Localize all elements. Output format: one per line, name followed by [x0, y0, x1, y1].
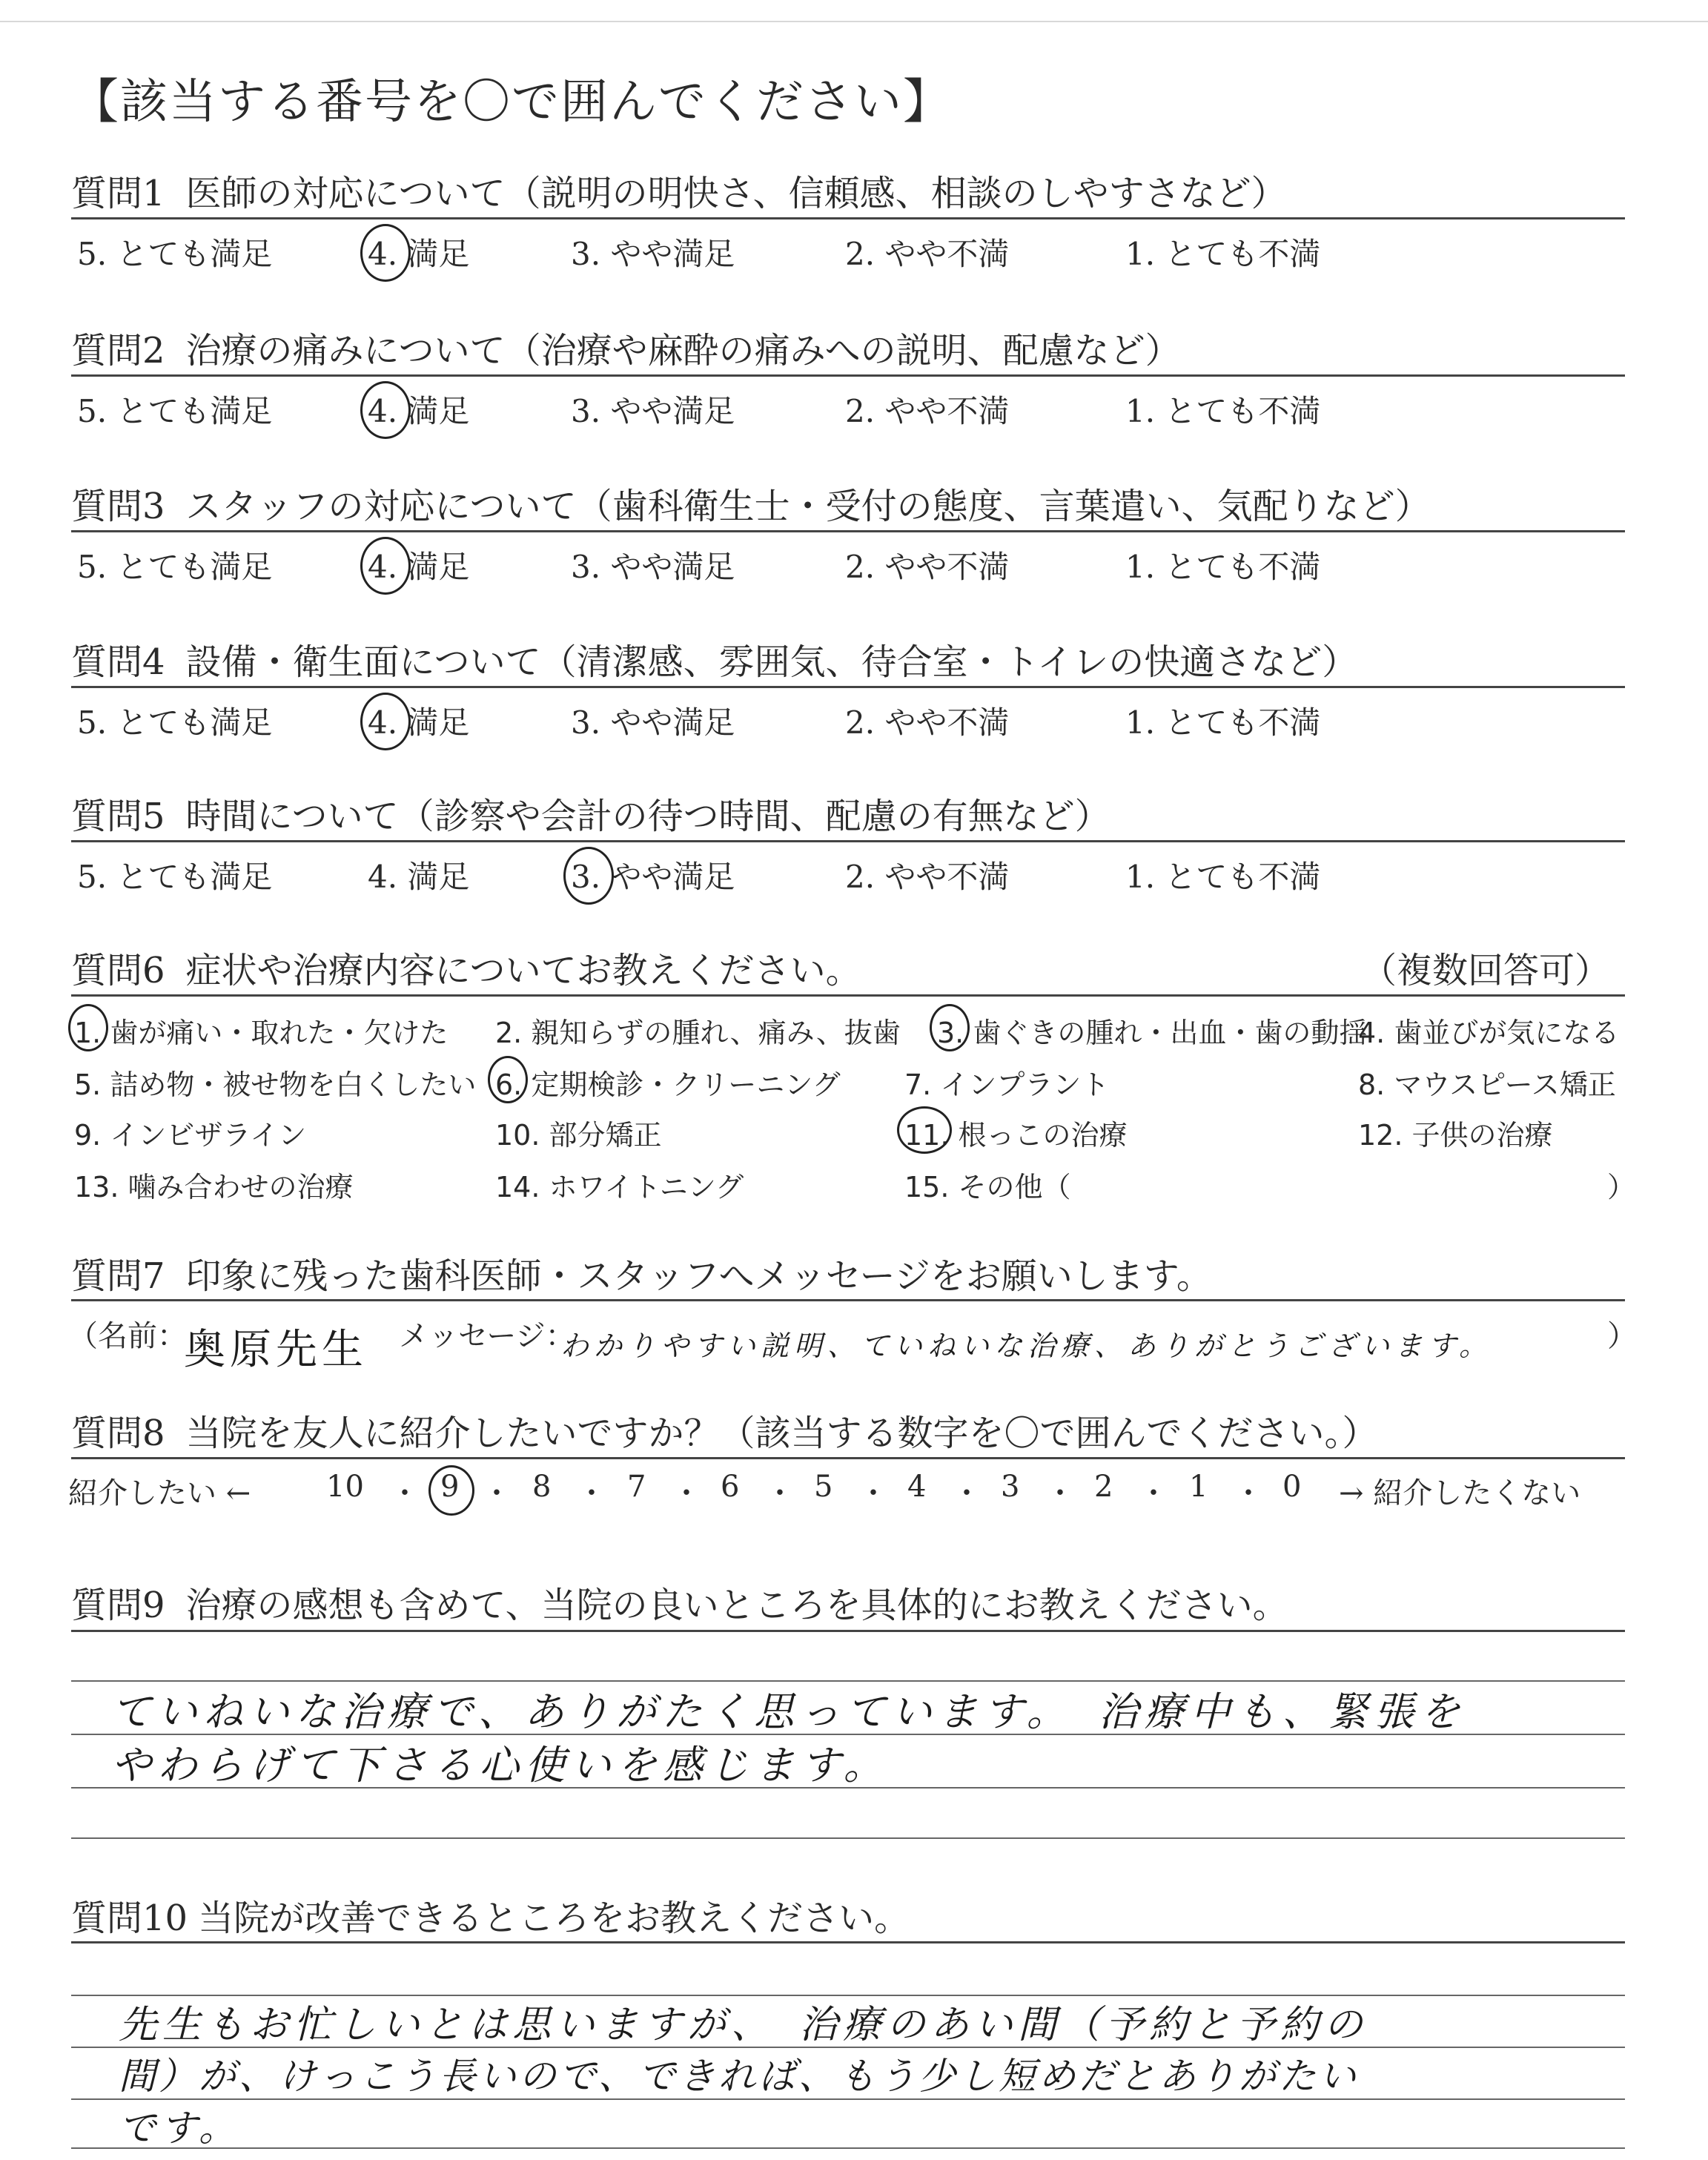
question-10-rule: [71, 1941, 1625, 1943]
question-10-number: 質問10: [71, 1898, 188, 1939]
question-3-number: 質問3: [71, 486, 165, 527]
q4-option-5[interactable]: 5. とても満足: [77, 704, 273, 741]
q7-close-paren: ）: [1607, 1319, 1637, 1353]
page-top-edge: [0, 21, 1708, 22]
q10-writing-line: [71, 2147, 1625, 2149]
q6-selected-circle-1: [68, 1004, 108, 1051]
q9-answer-line-2[interactable]: やわらげて下さる心使いを感じます。: [111, 1742, 890, 1789]
q6-option-8[interactable]: 8. マウスピース矯正: [1358, 1069, 1616, 1101]
question-2-rule: [71, 374, 1625, 377]
q2-option-2[interactable]: 2. やや不満: [845, 393, 1010, 429]
question-10-heading: [71, 1889, 910, 1941]
question-6-rule: [71, 994, 1625, 997]
form-title: 【該当する番号を〇で囲んでください】: [71, 75, 952, 130]
q6-option-9[interactable]: 9. インビザライン: [74, 1119, 307, 1152]
q8-separator: ・: [1234, 1476, 1263, 1510]
q4-selected-circle: [360, 693, 411, 750]
question-9-text: 治療の感想も含めて、当院の良いところを具体的にお教えください。: [185, 1585, 1288, 1626]
q2-option-4[interactable]: 4. 満足: [368, 393, 470, 429]
q3-option-5[interactable]: 5. とても満足: [77, 549, 273, 585]
question-5-text: 時間について（診察や会計の待つ時間、配慮の有無など）: [185, 796, 1110, 837]
q9-writing-line: [71, 1837, 1625, 1839]
q8-separator: ・: [672, 1476, 701, 1510]
question-7-number: 質問7: [71, 1255, 165, 1297]
q8-scale-9[interactable]: 9: [440, 1470, 460, 1504]
question-6-text: 症状や治療内容についてお教えください。: [185, 950, 861, 991]
question-8-text: 当院を友人に紹介したいですか？（該当する数字を〇で囲んでください。）: [185, 1413, 1378, 1454]
q8-separator: ・: [390, 1476, 420, 1510]
q6-option-14[interactable]: 14. ホワイトニング: [495, 1171, 744, 1203]
question-9-rule: [71, 1630, 1625, 1632]
q8-scale-4[interactable]: 4: [907, 1470, 927, 1504]
q8-scale-10[interactable]: 10: [326, 1470, 364, 1504]
q3-option-1[interactable]: 1. とても不満: [1125, 549, 1321, 585]
q6-selected-circle-6: [488, 1056, 528, 1103]
q3-option-2[interactable]: 2. やや不満: [845, 549, 1010, 585]
q6-selected-circle-3: [930, 1004, 970, 1051]
q6-option-2[interactable]: 2. 親知らずの腫れ、痛み、抜歯: [495, 1017, 901, 1049]
q8-separator: ・: [482, 1476, 512, 1510]
question-1-text: 医師の対応について（説明の明快さ、信頼感、相談のしやすさなど）: [185, 173, 1287, 214]
question-6-note: （複数回答可）: [1361, 950, 1611, 991]
question-3-rule: [71, 530, 1625, 532]
question-3-heading: [71, 478, 1431, 529]
q1-option-1[interactable]: 1. とても不満: [1125, 236, 1321, 272]
q8-separator: ・: [577, 1476, 606, 1510]
q6-option-3[interactable]: 3. 歯ぐきの腫れ・出血・歯の動揺: [937, 1017, 1368, 1049]
question-4-rule: [71, 686, 1625, 688]
q8-scale-5[interactable]: 5: [814, 1470, 833, 1504]
q1-option-2[interactable]: 2. やや不満: [845, 236, 1010, 272]
question-8-number: 質問8: [71, 1413, 165, 1454]
q4-option-3[interactable]: 3. やや満足: [571, 704, 735, 741]
q6-option-1[interactable]: 1. 歯が痛い・取れた・欠けた: [74, 1017, 448, 1049]
q7-name-value[interactable]: 奥原先生: [184, 1326, 368, 1374]
q6-option-15[interactable]: 15. その他（: [904, 1171, 1071, 1203]
q8-separator: ・: [952, 1476, 982, 1510]
question-1-heading: [71, 165, 1287, 216]
q10-answer-line-3[interactable]: です。: [119, 2107, 240, 2150]
q8-separator: ・: [1045, 1476, 1075, 1510]
q1-option-3[interactable]: 3. やや満足: [571, 236, 735, 272]
question-1-rule: [71, 217, 1625, 219]
question-2-number: 質問2: [71, 330, 165, 371]
q6-option-12[interactable]: 12. 子供の治療: [1358, 1119, 1553, 1152]
question-5-heading: [71, 787, 1110, 839]
q1-option-4[interactable]: 4. 満足: [368, 236, 470, 272]
question-5-rule: [71, 840, 1625, 842]
q5-option-5[interactable]: 5. とても満足: [77, 859, 273, 895]
q8-left-label: 紹介したい ←: [68, 1476, 251, 1510]
question-6-heading: [71, 942, 861, 993]
q5-option-2[interactable]: 2. やや不満: [845, 859, 1010, 895]
q6-option-4[interactable]: 4. 歯並びが気になる: [1358, 1017, 1620, 1049]
question-9-number: 質問9: [71, 1585, 165, 1626]
question-1-number: 質問1: [71, 173, 165, 214]
q6-option-10[interactable]: 10. 部分矯正: [495, 1119, 662, 1152]
q2-option-1[interactable]: 1. とても不満: [1125, 393, 1321, 429]
q4-option-2[interactable]: 2. やや不満: [845, 704, 1010, 741]
q8-selected-circle: [428, 1465, 474, 1516]
q6-option-6[interactable]: 6. 定期検診・クリーニング: [495, 1069, 841, 1101]
q5-option-4[interactable]: 4. 満足: [368, 859, 470, 895]
q6-option-7[interactable]: 7. インプラント: [904, 1069, 1110, 1101]
q8-separator: ・: [858, 1476, 888, 1510]
q4-option-4[interactable]: 4. 満足: [368, 704, 470, 741]
question-8-heading: [71, 1404, 1378, 1456]
question-6-number: 質問6: [71, 950, 165, 991]
question-3-text: スタッフの対応について（歯科衛生士・受付の態度、言葉遣い、気配りなど）: [185, 486, 1431, 527]
q6-option-11[interactable]: 11. 根っこの治療: [904, 1119, 1128, 1152]
q8-separator: ・: [765, 1476, 795, 1510]
q4-option-1[interactable]: 1. とても不満: [1125, 704, 1321, 741]
q8-scale-1[interactable]: 1: [1189, 1470, 1208, 1504]
q8-scale-6[interactable]: 6: [721, 1470, 740, 1504]
question-7-text: 印象に残った歯科医師・スタッフへメッセージをお願いします。: [185, 1255, 1212, 1297]
q8-right-label: → 紹介したくない: [1339, 1476, 1581, 1510]
q6-option-13[interactable]: 13. 噛み合わせの治療: [74, 1171, 354, 1203]
question-7-heading: [71, 1247, 1212, 1298]
q8-scale-3[interactable]: 3: [1001, 1470, 1020, 1504]
q8-scale-2[interactable]: 2: [1094, 1470, 1113, 1504]
q1-option-5[interactable]: 5. とても満足: [77, 236, 273, 272]
q10-answer-line-2[interactable]: 間）が、けっこう長いので、できれば、もう少し短めだとありがたい: [119, 2055, 1359, 2098]
question-2-heading: [71, 322, 1181, 373]
q2-selected-circle: [360, 381, 411, 439]
question-10-text: 当院が改善できるところをお教えください。: [198, 1898, 910, 1939]
q10-answer-line-1[interactable]: 先生もお忙しいとは思いますが、 治療のあい間（予約と予約の: [119, 2003, 1368, 2047]
q3-selected-circle: [360, 537, 411, 595]
q7-message-label: メッセージ：: [399, 1319, 575, 1353]
q3-option-4[interactable]: 4. 満足: [368, 549, 470, 585]
q1-selected-circle: [360, 224, 411, 282]
question-4-number: 質問4: [71, 641, 165, 683]
q6-selected-circle-11: [897, 1106, 952, 1154]
q9-answer-line-1[interactable]: ていねいな治療で、ありがたく思っています。 治療中も、緊張を: [111, 1688, 1466, 1735]
q7-message-value[interactable]: わかりやすい説明、ていねいな治療、ありがとうございます。: [560, 1330, 1492, 1362]
q6-option-15-close: ）: [1607, 1171, 1636, 1203]
q8-scale-7[interactable]: 7: [627, 1470, 646, 1504]
q2-option-3[interactable]: 3. やや満足: [571, 393, 735, 429]
question-4-heading: [71, 633, 1357, 684]
q5-option-1[interactable]: 1. とても不満: [1125, 859, 1321, 895]
question-5-number: 質問5: [71, 796, 165, 837]
q6-option-5[interactable]: 5. 詰め物・被せ物を白くしたい: [74, 1069, 477, 1101]
q2-option-5[interactable]: 5. とても満足: [77, 393, 273, 429]
q8-scale-8[interactable]: 8: [532, 1470, 552, 1504]
question-2-text: 治療の痛みについて（治療や麻酔の痛みへの説明、配慮など）: [185, 330, 1181, 371]
q3-option-3[interactable]: 3. やや満足: [571, 549, 735, 585]
q5-selected-circle: [563, 847, 614, 905]
q8-scale-0[interactable]: 0: [1282, 1470, 1302, 1504]
q7-name-label: （名前：: [68, 1319, 187, 1353]
question-7-rule: [71, 1299, 1625, 1301]
question-9-heading: [71, 1576, 1288, 1628]
question-8-rule: [71, 1457, 1625, 1459]
q8-separator: ・: [1139, 1476, 1168, 1510]
q5-option-3[interactable]: 3. やや満足: [571, 859, 735, 895]
question-4-text: 設備・衛生面について（清潔感、雰囲気、待合室・トイレの快適さなど）: [185, 641, 1358, 683]
